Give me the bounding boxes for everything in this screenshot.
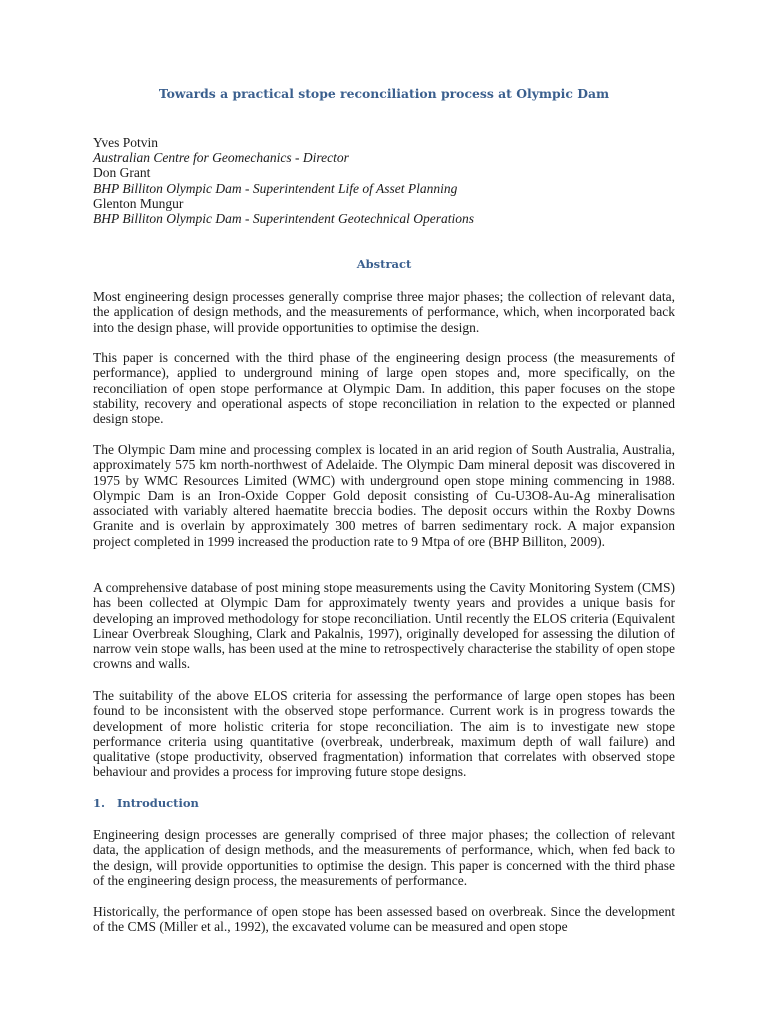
author-block [93,135,675,226]
body-paragraph: Historically, the performance of open stope has been assessed based on overbreak. Since the development of the CMS (Miller et al., 1992), the excavated volume can be measured and open stope [93,904,675,935]
abstract-paragraph: Most engineering design processes generally comprise three major phases; the collection of relevant data, the application of design methods, and the measurements of performance, which, when incorporated back into the design phase, will provide opportunities to optimise the design. [93,289,675,335]
author-name: Glenton Mungur [93,195,184,211]
abstract-paragraph: A comprehensive database of post mining stope measurements using the Cavity Monitoring System (CMS) has been collected at Olympic Dam for approximately twenty years and provides a unique basis for developing an improved methodology for stope reconciliation. Until recently the ELOS criteria (Equivalent Linear Overbreak Sloughing, Clark and Pakalnis, 1997), originally developed for assessing the dilution of narrow vein stope walls, has been used at the mine to retrospectively characterise the stability of open stope crowns and walls. [93,580,675,672]
abstract-heading: Abstract [356,257,412,271]
section-heading-introduction [93,796,199,810]
body-paragraph: Engineering design processes are generally comprised of three major phases; the collection of relevant data, the application of design methods, and the measurements of performance, which, when fed back to the design, will provide opportunities to optimise the design. This paper is concerned with the third phase of the engineering design process, the measurements of performance. [93,827,675,888]
abstract-paragraph: The suitability of the above ELOS criteria for assessing the performance of large open stopes has been found to be inconsistent with the observed stope performance. Current work is in progress towards the development of more holistic criteria for stope reconciliation. The aim is to investigate new stope performance criteria using quantitative (overbreak, underbreak, maximum depth of wall failure) and qualitative (stope productivity, observed fragmentation) information that correlates with observed stope behaviour and provides a process for improving future stope designs. [93,688,675,780]
abstract-paragraph: This paper is concerned with the third phase of the engineering design process (the measurements of performance), applied to underground mining of large open stopes and, more specifically, on the reconciliation of open stope performance at Olympic Dam. In addition, this paper focuses on the stope stability, recovery and operational aspects of stope reconciliation in relation to the expected or planned design stope. [93,350,675,427]
paper-title: Towards a practical stope reconciliation process at Olympic Dam [158,86,610,101]
author-affiliation: BHP Billiton Olympic Dam - Superintendent Geotechnical Operations [93,211,475,227]
section-number: 1. [93,796,106,810]
author-affiliation: BHP Billiton Olympic Dam - Superintendent Life of Asset Planning [93,180,458,196]
abstract-paragraph: The Olympic Dam mine and processing complex is located in an arid region of South Australia, Australia, approximately 575 km north-northwest of Adelaide. The Olympic Dam mineral deposit was discovered in 1975 by WMC Resources Limited (WMC) with underground open stope mining commencing in 1988. Olympic Dam is an Iron-Oxide Copper Gold deposit consisting of Cu-U3O8-Au-Ag mineralisation associated with variably altered haematite breccia bodies. The deposit occurs within the Roxby Downs Granite and is overlain by approximately 300 metres of barren sedimentary rock. A major expansion project completed in 1999 increased the production rate to 9 Mtpa of ore (BHP Billiton, 2009). [93,442,675,549]
author-name: Don Grant [93,165,151,181]
section-title: Introduction [117,796,199,810]
author-affiliation: Australian Centre for Geomechanics - Director [93,150,349,166]
author-name: Yves Potvin [93,135,159,150]
